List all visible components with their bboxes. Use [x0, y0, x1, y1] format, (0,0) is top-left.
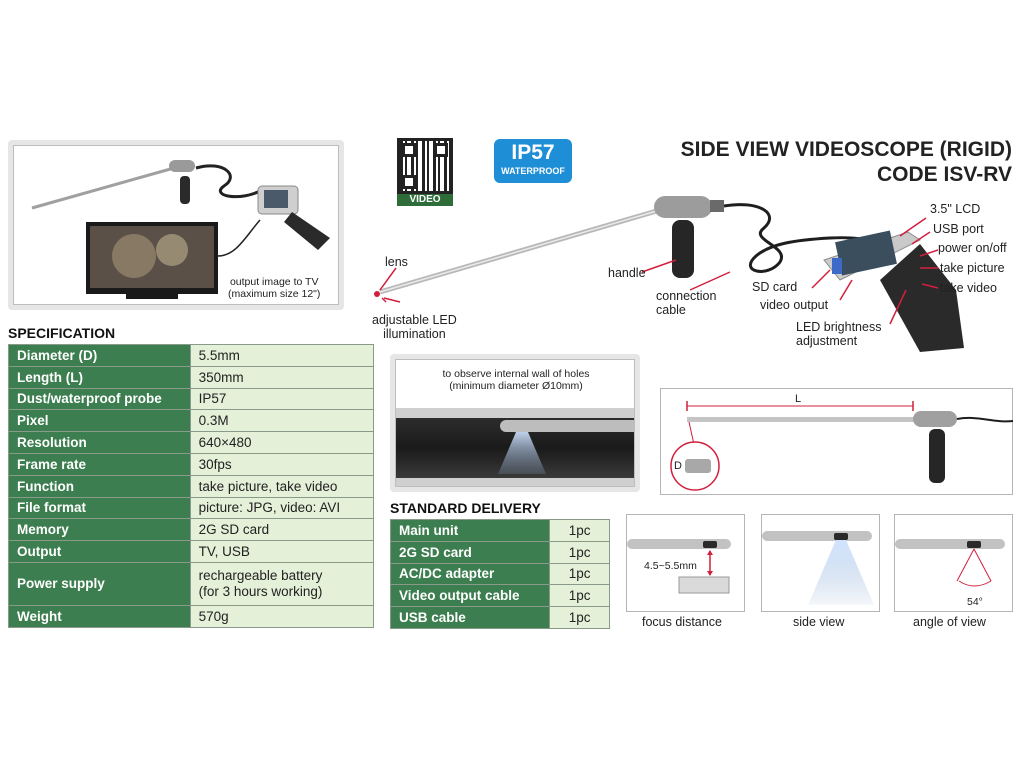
table-row: 2G SD card 1pc — [391, 541, 610, 563]
label-led: adjustable LED illumination — [372, 313, 457, 341]
label-handle: handle — [608, 266, 646, 280]
lens-dot — [374, 291, 380, 297]
side-view-box — [761, 514, 880, 612]
label-lcd: 3.5" LCD — [930, 202, 981, 216]
table-row: Output TV, USB — [9, 541, 374, 563]
dim-handle — [929, 429, 945, 483]
holes-probe — [500, 420, 635, 432]
side-probe — [762, 531, 872, 541]
angle-arc — [959, 581, 991, 586]
ip57-badge — [494, 139, 572, 183]
table-row: Function take picture, take video — [9, 475, 374, 497]
angle-view-box — [894, 514, 1013, 612]
table-row: Power supply rechargeable battery (for 3 hours working) — [9, 562, 374, 605]
tv-stand — [126, 294, 178, 299]
dim-probe-head — [913, 411, 957, 427]
holes-panel — [390, 354, 640, 492]
table-row: Video output cable 1pc — [391, 585, 610, 607]
label-connection-cable: connection cable — [656, 289, 717, 317]
table-row: Resolution 640×480 — [9, 432, 374, 454]
tv-caption: output image to TV (maximum size 12") — [228, 276, 321, 300]
table-row: File format picture: JPG, video: AVI — [9, 497, 374, 519]
label-brightness: LED brightness adjustment — [796, 320, 882, 348]
label-power: power on/off — [938, 241, 1007, 255]
table-row: Length (L) 350mm — [9, 366, 374, 388]
side-caption: side view — [793, 615, 845, 629]
label-video-output: video output — [760, 298, 829, 312]
dim-diameter-label: D — [674, 460, 682, 472]
focus-distance-box — [626, 514, 745, 612]
table-row: Frame rate 30fps — [9, 453, 374, 475]
spec-table — [8, 344, 374, 628]
table-row: Pixel 0.3M — [9, 410, 374, 432]
badge-sub: WATERPROOF — [501, 166, 565, 176]
probe-head — [169, 160, 195, 172]
dimension-illustration — [661, 389, 1014, 496]
label-lens: lens — [385, 255, 408, 269]
holes-caption: to observe internal wall of holes (minimum diameter Ø10mm) — [442, 368, 590, 392]
focus-target — [679, 577, 729, 593]
dim-length-label: L — [795, 393, 802, 405]
table-row: USB cable 1pc — [391, 607, 610, 629]
label-sd-card: SD card — [752, 280, 798, 294]
tv-output-panel — [8, 140, 344, 310]
delivery-heading: STANDARD DELIVERY — [390, 500, 541, 516]
sd-slot — [832, 258, 842, 274]
main-probe-head — [654, 196, 712, 218]
focus-caption: focus distance — [642, 615, 722, 629]
videoscope-diagram — [360, 180, 1024, 380]
holes-illustration — [396, 408, 635, 487]
label-take-video: take video — [940, 281, 997, 295]
table-row: Main unit 1pc — [391, 520, 610, 542]
dim-probe-rod — [687, 417, 917, 422]
side-light-beam — [808, 540, 874, 605]
device-screen — [264, 190, 288, 208]
device-handle — [284, 212, 330, 250]
label-usb-port: USB port — [933, 222, 984, 236]
table-row: Memory 2G SD card — [9, 519, 374, 541]
table-row: Dust/waterproof probe IP57 — [9, 388, 374, 410]
main-handle — [672, 220, 694, 278]
spec-heading: SPECIFICATION — [8, 325, 116, 341]
focus-range-label: 4.5~5.5mm — [644, 560, 697, 572]
probe-grip — [180, 176, 190, 204]
table-row: Weight 570g — [9, 605, 374, 627]
qr-label: VIDEO — [397, 194, 453, 206]
coil-cable — [196, 166, 262, 197]
angle-probe — [895, 539, 1005, 549]
delivery-table — [390, 519, 610, 629]
angle-value-label: 54° — [967, 596, 983, 608]
page-title: SIDE VIEW VIDEOSCOPE (RIGID) CODE ISV-RV — [680, 138, 1012, 186]
badge-main: IP57 — [511, 141, 555, 164]
label-take-picture: take picture — [940, 261, 1005, 275]
table-row: Diameter (D) 5.5mm — [9, 345, 374, 367]
dimension-box — [660, 388, 1013, 495]
angle-caption: angle of view — [913, 615, 986, 629]
probe-rod — [32, 168, 174, 208]
table-row: AC/DC adapter 1pc — [391, 563, 610, 585]
